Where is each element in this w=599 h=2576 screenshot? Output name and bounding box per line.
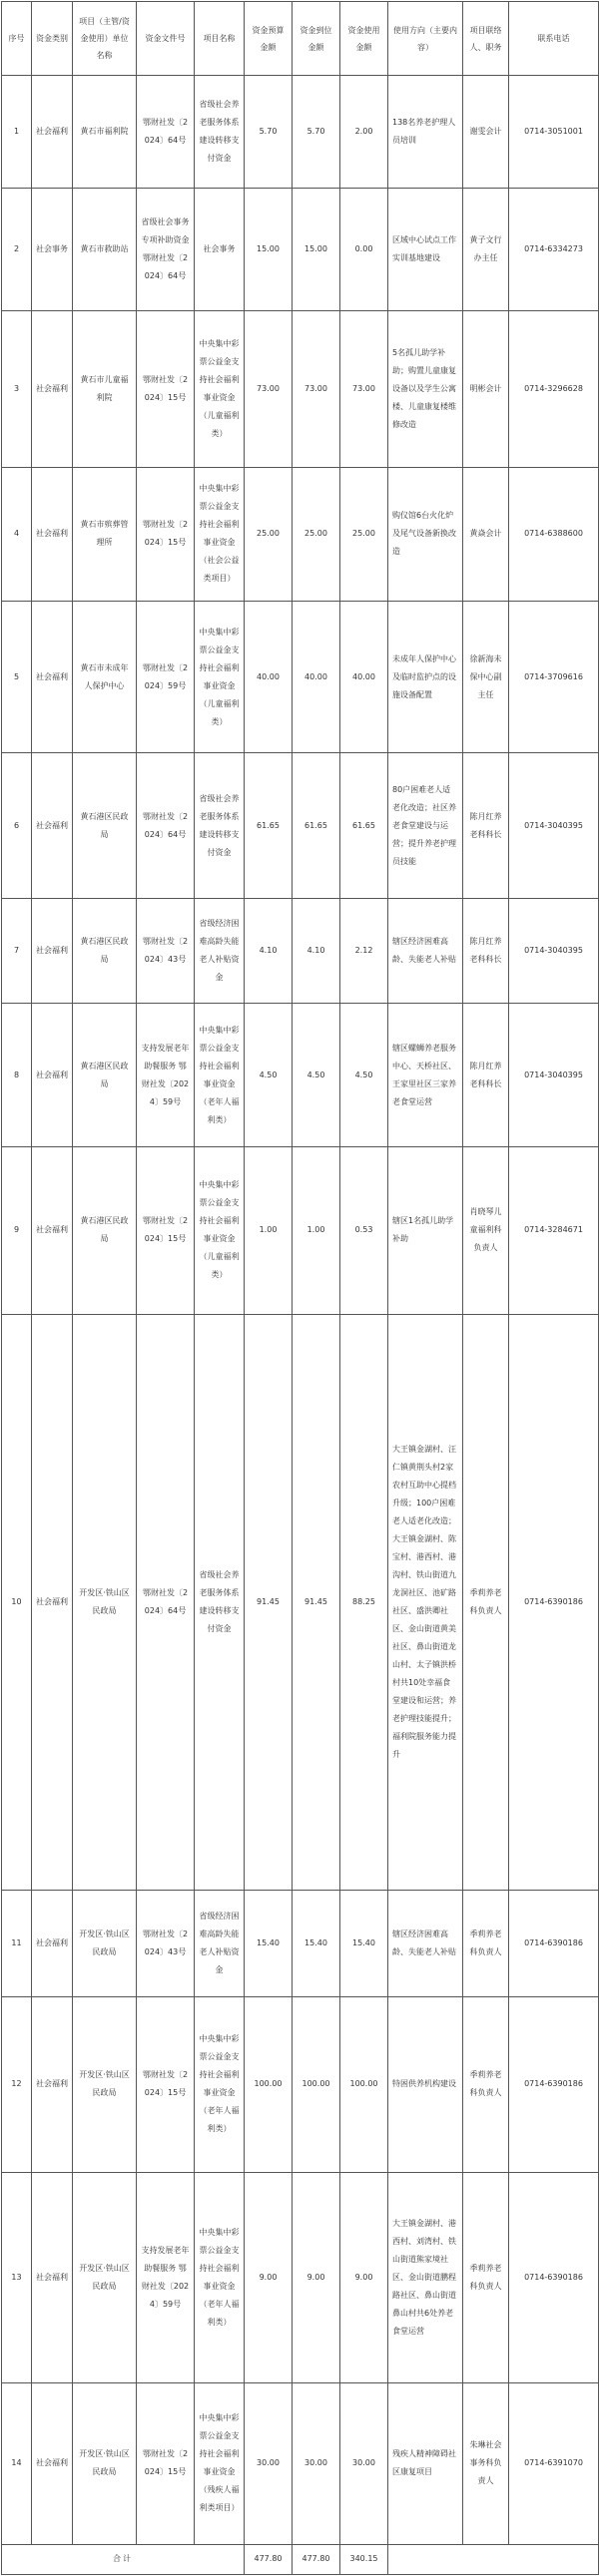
cell-phone: 0714-6391070	[509, 2382, 599, 2544]
cell-usage: 区域中心试点工作实训基地建设	[388, 188, 463, 310]
cell-budget: 4.10	[245, 898, 293, 1004]
cell-project: 省级社会养老服务体系建设转移支付资金	[195, 1314, 245, 1891]
cell-used: 100.00	[340, 1996, 388, 2172]
cell-no: 5	[2, 602, 32, 753]
cell-unit: 黄石市儿童福利院	[73, 310, 137, 467]
cell-category: 社会福利	[32, 753, 73, 899]
cell-category: 社会事务	[32, 188, 73, 310]
cell-unit: 黄石港区民政局	[73, 1004, 137, 1146]
cell-no: 3	[2, 310, 32, 467]
cell-category: 社会福利	[32, 76, 73, 188]
cell-phone: 0714-6390186	[509, 2172, 599, 2382]
cell-doc: 鄂财社发〔2024〕43号	[137, 1891, 195, 1997]
cell-used: 0.53	[340, 1146, 388, 1314]
cell-category: 社会福利	[32, 2172, 73, 2382]
header-cell-category: 资金类别	[32, 2, 73, 76]
cell-unit: 开发区·铁山区民政局	[73, 1314, 137, 1891]
cell-arrived: 1.00	[293, 1146, 340, 1314]
total-blank	[388, 2544, 599, 2574]
cell-used: 73.00	[340, 310, 388, 467]
cell-category: 社会福利	[32, 1996, 73, 2172]
cell-project: 中央集中彩票公益金支持社会福利事业资金（儿童福利类）	[195, 602, 245, 753]
total-row	[2, 2544, 599, 2574]
cell-arrived: 61.65	[293, 753, 340, 899]
header-cell-doc: 资金文件号	[137, 2, 195, 76]
cell-phone: 0714-6334273	[509, 188, 599, 310]
cell-unit: 黄石市未成年人保护中心	[73, 602, 137, 753]
cell-no: 12	[2, 1996, 32, 2172]
fund-table	[1, 1, 599, 2575]
cell-project: 中央集中彩票公益金支持社会福利事业资金（儿童福利类）	[195, 310, 245, 467]
cell-contact: 谢雯会计	[463, 76, 509, 188]
cell-phone: 0714-3040395	[509, 898, 599, 1004]
table-row	[2, 2172, 599, 2382]
cell-no: 9	[2, 1146, 32, 1314]
cell-budget: 15.00	[245, 188, 293, 310]
cell-doc: 鄂财社发〔2024〕15号	[137, 467, 195, 601]
cell-contact: 陈月红养老科科长	[463, 898, 509, 1004]
cell-category: 社会福利	[32, 1891, 73, 1997]
cell-doc: 鄂财社发〔2024〕15号	[137, 310, 195, 467]
cell-unit: 开发区·铁山区民政局	[73, 2172, 137, 2382]
table-row	[2, 898, 599, 1004]
cell-unit: 黄石港区民政局	[73, 898, 137, 1004]
cell-arrived: 15.40	[293, 1891, 340, 1997]
cell-contact: 陈月红养老科科长	[463, 1004, 509, 1146]
cell-no: 14	[2, 2382, 32, 2544]
total-label: 合计	[2, 2544, 245, 2574]
cell-doc: 鄂财社发〔2024〕59号	[137, 602, 195, 753]
cell-contact: 朱琳社会事务科负责人	[463, 2382, 509, 2544]
cell-category: 社会福利	[32, 1004, 73, 1146]
cell-category: 社会福利	[32, 2382, 73, 2544]
cell-doc: 鄂财社发〔2024〕64号	[137, 1314, 195, 1891]
cell-doc: 鄂财社发〔2024〕64号	[137, 76, 195, 188]
cell-phone: 0714-3709616	[509, 602, 599, 753]
header-cell-phone: 联系电话	[509, 2, 599, 76]
cell-usage: 大王镇金湖村、港西村、刘湾村、铁山街道熊家境社区、金山街道鹏程路社区、鼻山街道鼻山村共6处养老食堂运营	[388, 2172, 463, 2382]
cell-usage: 辖区1名孤儿助学补助	[388, 1146, 463, 1314]
cell-phone: 0714-3296628	[509, 310, 599, 467]
cell-doc: 省级社会事务专项补助资金鄂财社发〔2024〕64号	[137, 188, 195, 310]
cell-arrived: 91.45	[293, 1314, 340, 1891]
cell-arrived: 25.00	[293, 467, 340, 601]
table-row	[2, 467, 599, 601]
cell-unit: 开发区·铁山区民政局	[73, 1891, 137, 1997]
cell-budget: 4.50	[245, 1004, 293, 1146]
cell-phone: 0714-6390186	[509, 1996, 599, 2172]
cell-category: 社会福利	[32, 1314, 73, 1891]
cell-usage: 辖区螺蛳养老服务中心、天桥社区、王家里社区三家养老食堂运营	[388, 1004, 463, 1146]
cell-no: 4	[2, 467, 32, 601]
cell-usage: 残疾人精神障碍社区康复项目	[388, 2382, 463, 2544]
cell-phone: 0714-6390186	[509, 1314, 599, 1891]
cell-project: 中央集中彩票公益金支持社会福利事业资金（社会公益类项目）	[195, 467, 245, 601]
cell-usage: 大王镇金湖村、汪仁镇黄荆头村2家农村互助中心提档升级；100户困难老人适老化改造；大王镇金湖村、陈宝村、港西村、港沟村、铁山街道九龙洞社区、池矿路社区、盛洪卿社区、金山街道黄美社区、鼻山街道龙山村、太子镇洪桥村共10处幸福食堂建设和运营；养老护理技能提升；福利院服务能力提升	[388, 1314, 463, 1891]
cell-contact: 肖晓琴儿童福利科负责人	[463, 1146, 509, 1314]
table-row	[2, 1004, 599, 1146]
cell-unit: 黄石市殡葬管理所	[73, 467, 137, 601]
table-row	[2, 1996, 599, 2172]
cell-used: 25.00	[340, 467, 388, 601]
cell-unit: 黄石市福利院	[73, 76, 137, 188]
cell-used: 4.50	[340, 1004, 388, 1146]
cell-usage: 购仪馆6台火化炉及尾气设备新换改造	[388, 467, 463, 601]
cell-unit: 黄石市救助站	[73, 188, 137, 310]
cell-phone: 0714-6390186	[509, 1891, 599, 1997]
cell-no: 8	[2, 1004, 32, 1146]
cell-doc: 鄂财社发〔2024〕15号	[137, 1996, 195, 2172]
cell-phone: 0714-3051001	[509, 76, 599, 188]
cell-unit: 黄石港区民政局	[73, 753, 137, 899]
cell-project: 省级社会养老服务体系建设转移支付资金	[195, 76, 245, 188]
cell-phone: 0714-6388600	[509, 467, 599, 601]
cell-project: 省级经济困难高龄失能老人补贴资金	[195, 898, 245, 1004]
header-row	[2, 2, 599, 76]
cell-used: 30.00	[340, 2382, 388, 2544]
cell-contact: 季莉养老科负责人	[463, 2172, 509, 2382]
cell-contact: 季莉养老科负责人	[463, 1996, 509, 2172]
cell-doc: 鄂财社发〔2024〕15号	[137, 1146, 195, 1314]
cell-usage: 未成年人保护中心及临时监护点的设施设备配置	[388, 602, 463, 753]
cell-budget: 61.65	[245, 753, 293, 899]
cell-budget: 40.00	[245, 602, 293, 753]
table-row	[2, 1146, 599, 1314]
header-cell-used: 资金使用金额	[340, 2, 388, 76]
cell-doc: 鄂财社发〔2024〕64号	[137, 753, 195, 899]
cell-usage: 特困供养机构建设	[388, 1996, 463, 2172]
header-cell-budget: 资金预算金额	[245, 2, 293, 76]
cell-used: 0.00	[340, 188, 388, 310]
table-row	[2, 188, 599, 310]
cell-contact: 陈月红养老科科长	[463, 753, 509, 899]
cell-project: 省级社会养老服务体系建设转移支付资金	[195, 753, 245, 899]
cell-arrived: 100.00	[293, 1996, 340, 2172]
cell-arrived: 30.00	[293, 2382, 340, 2544]
cell-usage: 80户困难老人适老化改造；社区养老食堂建设与运营；提升养老护理员技能	[388, 753, 463, 899]
cell-unit: 黄石港区民政局	[73, 1146, 137, 1314]
cell-budget: 1.00	[245, 1146, 293, 1314]
table-row	[2, 1891, 599, 1997]
cell-contact: 黄焱会计	[463, 467, 509, 601]
cell-contact: 徐新海未保中心副主任	[463, 602, 509, 753]
cell-arrived: 9.00	[293, 2172, 340, 2382]
cell-budget: 15.40	[245, 1891, 293, 1997]
table-row	[2, 753, 599, 899]
cell-budget: 5.70	[245, 76, 293, 188]
cell-project: 中央集中彩票公益金支持社会福利事业资金（残疾人福利类项目）	[195, 2382, 245, 2544]
header-cell-unit: 项目（主管/资金使用）单位名称	[73, 2, 137, 76]
cell-used: 61.65	[340, 753, 388, 899]
header-cell-usage: 使用方向（主要内容）	[388, 2, 463, 76]
cell-used: 2.00	[340, 76, 388, 188]
cell-contact: 明彬会计	[463, 310, 509, 467]
cell-arrived: 40.00	[293, 602, 340, 753]
cell-category: 社会福利	[32, 310, 73, 467]
header-cell-no: 序号	[2, 2, 32, 76]
cell-project: 社会事务	[195, 188, 245, 310]
cell-category: 社会福利	[32, 602, 73, 753]
header-cell-arrived: 资金到位金额	[293, 2, 340, 76]
cell-budget: 30.00	[245, 2382, 293, 2544]
cell-budget: 91.45	[245, 1314, 293, 1891]
cell-usage: 辖区经济困难高龄、失能老人补贴	[388, 1891, 463, 1997]
cell-project: 中央集中彩票公益金支持社会福利事业资金（老年人福利类）	[195, 2172, 245, 2382]
cell-budget: 9.00	[245, 2172, 293, 2382]
cell-no: 7	[2, 898, 32, 1004]
table-row	[2, 76, 599, 188]
cell-project: 省级经济困难高龄失能老人补贴资金	[195, 1891, 245, 1997]
cell-no: 13	[2, 2172, 32, 2382]
table-row	[2, 1314, 599, 1891]
cell-phone: 0714-3040395	[509, 753, 599, 899]
cell-contact: 季莉养老科负责人	[463, 1891, 509, 1997]
total-budget: 477.80	[245, 2544, 293, 2574]
cell-project: 中央集中彩票公益金支持社会福利事业资金（老年人福利类）	[195, 1004, 245, 1146]
cell-project: 中央集中彩票公益金支持社会福利事业资金（儿童福利类）	[195, 1146, 245, 1314]
cell-no: 1	[2, 76, 32, 188]
header-cell-contact: 项目联络人、职务	[463, 2, 509, 76]
cell-no: 11	[2, 1891, 32, 1997]
cell-phone: 0714-3040395	[509, 1004, 599, 1146]
cell-phone: 0714-3284671	[509, 1146, 599, 1314]
header-cell-project: 项目名称	[195, 2, 245, 76]
cell-project: 中央集中彩票公益金支持社会福利事业资金（老年人福利类）	[195, 1996, 245, 2172]
cell-usage: 138名养老护理人员培训	[388, 76, 463, 188]
cell-used: 88.25	[340, 1314, 388, 1891]
cell-usage: 5名孤儿助学补助；购置儿童康复设备以及学生公寓楼、儿童康复楼维修改造	[388, 310, 463, 467]
cell-arrived: 4.50	[293, 1004, 340, 1146]
cell-unit: 开发区·铁山区民政局	[73, 1996, 137, 2172]
cell-usage: 辖区经济困难高龄、失能老人补贴	[388, 898, 463, 1004]
cell-used: 2.12	[340, 898, 388, 1004]
cell-budget: 100.00	[245, 1996, 293, 2172]
cell-doc: 支持发展老年助餐服务 鄂财社发〔2024〕59号	[137, 2172, 195, 2382]
cell-no: 6	[2, 753, 32, 899]
cell-no: 10	[2, 1314, 32, 1891]
table-row	[2, 2382, 599, 2544]
cell-doc: 鄂财社发〔2024〕43号	[137, 898, 195, 1004]
cell-arrived: 4.10	[293, 898, 340, 1004]
cell-doc: 支持发展老年助餐服务 鄂财社发〔2024〕59号	[137, 1004, 195, 1146]
cell-budget: 25.00	[245, 467, 293, 601]
cell-arrived: 5.70	[293, 76, 340, 188]
cell-contact: 黄子文行办主任	[463, 188, 509, 310]
cell-budget: 73.00	[245, 310, 293, 467]
cell-used: 40.00	[340, 602, 388, 753]
table-row	[2, 602, 599, 753]
table-row	[2, 310, 599, 467]
cell-unit: 开发区·铁山区民政局	[73, 2382, 137, 2544]
cell-used: 15.40	[340, 1891, 388, 1997]
cell-category: 社会福利	[32, 1146, 73, 1314]
cell-no: 2	[2, 188, 32, 310]
cell-used: 9.00	[340, 2172, 388, 2382]
total-arrived: 477.80	[293, 2544, 340, 2574]
cell-contact: 季莉养老科负责人	[463, 1314, 509, 1891]
cell-arrived: 15.00	[293, 188, 340, 310]
total-used: 340.15	[340, 2544, 388, 2574]
cell-doc: 鄂财社发〔2024〕15号	[137, 2382, 195, 2544]
cell-arrived: 73.00	[293, 310, 340, 467]
cell-category: 社会福利	[32, 467, 73, 601]
cell-category: 社会福利	[32, 898, 73, 1004]
